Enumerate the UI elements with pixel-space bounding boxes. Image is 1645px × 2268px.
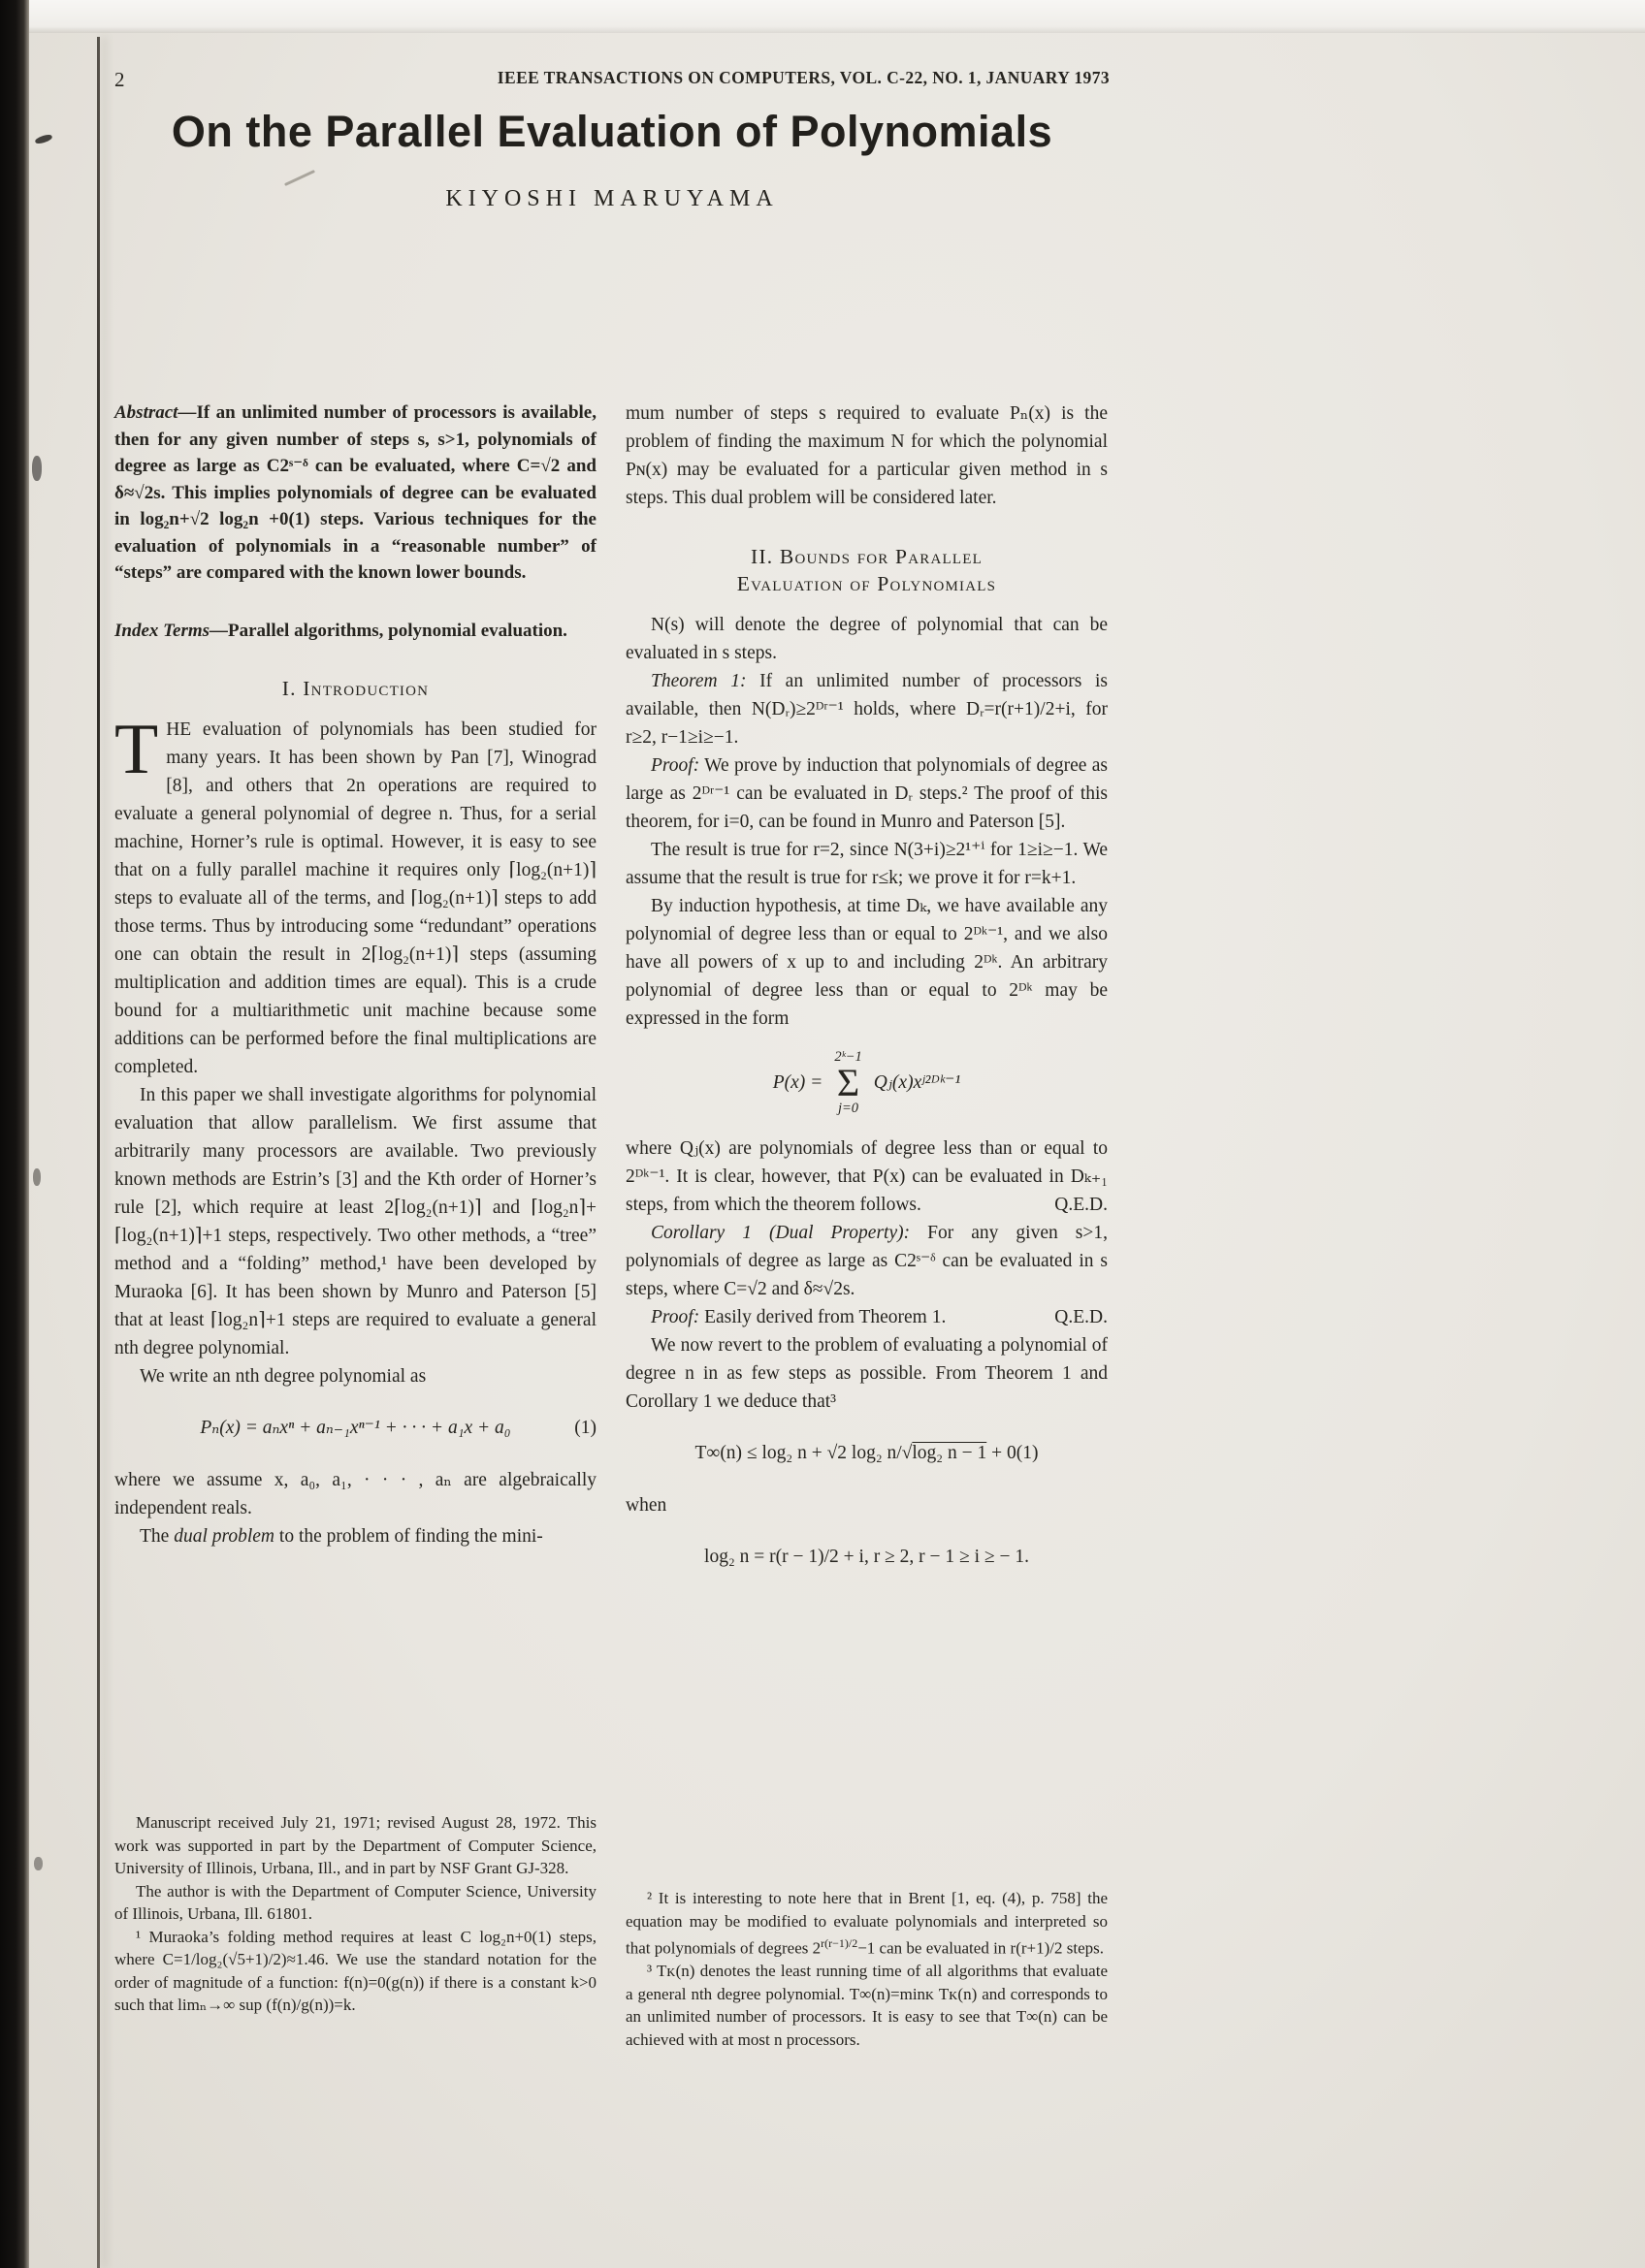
scan-artifact (32, 456, 42, 481)
bounds-paragraph-5: We now revert to the problem of evaluating a polynomial of degree n in as few steps as possible. From Theorem 1 and Corollary 1 we deduce that³ (626, 1335, 1108, 1412)
footnote-manuscript: Manuscript received July 21, 1971; revised August 28, 1972. This work was supported in part by the Department of Computer Science, University of Illinois, Urbana, Ill., and in part by NSF Grant GJ-328. (114, 1813, 597, 1877)
scan-artifact (33, 1168, 41, 1186)
theorem-1-label: Theorem 1: (651, 671, 747, 691)
equation-sum-rhs: Qⱼ(x)xʲ²ᴰᵏ⁻¹ (873, 1072, 961, 1093)
footnote-3: ³ Tᴋ(n) denotes the least running time of all algorithms that evaluate a general nth degree polynomial. T∞(n)=minᴋ Tᴋ(n) and corresponds to an unlimited number of processors. It is easy to see that T∞(n) can be achieved with at most n processors. (626, 1962, 1108, 2049)
index-terms (114, 618, 597, 645)
footnote-2-b: −1 can be evaluated in r(r+1)/2 steps. (857, 1938, 1104, 1958)
proof-1 (626, 751, 1108, 836)
equation-1-number: (1) (574, 1418, 597, 1438)
author-name: KIYOSHI MARUYAMA (445, 186, 779, 211)
intro-paragraph-2: In this paper we shall investigate algorithms for polynomial evaluation that allow parallelism. We first assume that arbitrarily many processors are available. Two previously known methods are Estrin’s [3] and the Kth order of Horner’s rule [2], which require at least 2⌈log₂(n+1)⌉ and ⌈log₂n⌉+⌈log₂(n+1)⌉+1 steps, respectively. Two other methods, a “tree” method and a “folding” method,¹ have been developed by Muraoka [6]. It has been shown by Munro and Paterson [5] that at least ⌈log₂n⌉+1 steps are required to evaluate a general nth degree polynomial. (114, 1085, 597, 1358)
section-heading-bounds-line1: II. Bounds for Parallel (751, 545, 983, 568)
section-heading-introduction: I. Introduction (281, 677, 430, 700)
bounds-paragraph-2: The result is true for r=2, since N(3+i)≥2¹⁺ⁱ for 1≥i≥−1. We assume that the result is true for r≤k; we prove it for r=k+1. (626, 840, 1108, 888)
intro-paragraph-1-text: HE evaluation of polynomials has been studied for many years. It has been shown by Pan [7], Winograd [8], and others that 2n operations are required to evaluate a general polynomial of degree n. Thus, for a serial machine, Horner’s rule is optimal. However, it is easy to see that on a fully parallel machine it requires only ⌈log₂(n+1)⌉ steps to evaluate all of the terms, and ⌈log₂(n+1)⌉ steps to add those terms. Thus by introducing some “redundant” operations one can obtain the result in 2⌈log₂(n+1)⌉ steps (assuming multiplication and addition times are equal). This is a crude bound for a multiarithmetic unit machine because some additions can be performed before the final multiplications are completed. (114, 719, 597, 1077)
equation-sum (626, 1050, 1108, 1115)
intro-paragraph-5 (114, 1522, 597, 1550)
running-head (114, 68, 1110, 92)
corollary-1 (626, 1219, 1108, 1303)
footnote-2 (626, 1887, 1108, 1960)
drop-cap: T (114, 710, 159, 789)
intro-paragraph-4: where we assume x, a₀, a₁, · · · , aₙ are algebraically independent reals. (114, 1470, 597, 1518)
page-binding-line (97, 37, 100, 2268)
qed-2: Q.E.D. (1054, 1307, 1108, 1327)
theorem-1-text: If an unlimited number of processors is available, then N(Dᵣ)≥2ᴰʳ⁻¹ holds, where Dᵣ=r(r+1)/2+i, for r≥2, r−1≥i≥−1. (626, 671, 1108, 748)
page-number: 2 (114, 68, 125, 91)
intro-paragraph-5-b: to the problem of finding the mini- (274, 1526, 543, 1547)
intro-paragraph-1 (114, 710, 597, 1081)
abstract (114, 399, 597, 587)
corollary-1-label: Corollary 1 (Dual Property): (651, 1223, 911, 1243)
abstract-label: Abstract— (114, 402, 197, 423)
proof-2-label: Proof: (651, 1307, 700, 1327)
bounds-paragraph-4 (626, 1134, 1108, 1219)
equation-1 (114, 1414, 597, 1443)
index-terms-text: Parallel algorithms, polynomial evaluation. (228, 620, 567, 641)
when-text: when (626, 1495, 667, 1516)
footnote-1: ¹ Muraoka’s folding method requires at least C log₂n+0(1) steps, where C=1/log₂(√5+1)/2)≈1.46. We use the standard notation for the order of magnitude of a function: f(n)=0(g(n)) if there is a constant k>0 such that limₙ→∞ sup (f(n)/g(n))=k. (114, 1927, 597, 2014)
proof-1-text: We prove by induction that polynomials of degree as large as 2ᴰʳ⁻¹ can be evaluated in Dᵣ steps.² The proof of this theorem, for i=0, can be found in Munro and Paterson [5]. (626, 755, 1108, 832)
footnote-2-a: ² It is interesting to note here that in Brent [1, eq. (4), p. 758] the equation may be modified to evaluate polynomials and interpreted so that polynomials of degrees 2 (626, 1889, 1108, 1958)
equation-t-part-b: + 0(1) (986, 1443, 1039, 1463)
bounds-paragraph-3: By induction hypothesis, at time Dₖ, we have available any polynomial of degree less than or equal to 2ᴰᵏ⁻¹, and we also have all powers of x up to and including 2ᴰᵏ. An arbitrary polynomial of degree less than or equal to 2ᴰᵏ may be expressed in the form (626, 896, 1108, 1029)
paper-title: On the Parallel Evaluation of Polynomials (171, 107, 1053, 156)
proof-2 (626, 1303, 1108, 1331)
scanner-edge (0, 0, 29, 2268)
equation-t-infinity (626, 1439, 1108, 1468)
footnote-author-affiliation: The author is with the Department of Computer Science, University of Illinois, Urbana, Ill. 61801. (114, 1881, 597, 1923)
continuation-paragraph: mum number of steps s required to evaluate Pₙ(x) is the problem of finding the maximum N for which the polynomial Pɴ(x) may be evaluated for a particular given method in s steps. This dual problem will be considered later. (626, 403, 1108, 508)
section-heading-bounds (626, 543, 1108, 597)
theorem-1 (626, 667, 1108, 751)
intro-paragraph-3: We write an nth degree polynomial as (140, 1366, 427, 1387)
qed-1: Q.E.D. (1054, 1195, 1108, 1215)
scan-top-band (29, 0, 1645, 33)
sigma-stack (834, 1050, 861, 1115)
proof-2-text: Easily derived from Theorem 1. (699, 1307, 947, 1327)
right-column (626, 399, 1108, 1595)
abstract-text: If an unlimited number of processors is available, then for any given number of steps s, s>1, polynomials of degree as large as C2ˢ⁻ᵟ can be evaluated, where C=√2 and δ≈√2s. This implies polynomials of degree can be evaluated in log₂n+√2 log₂n +0(1) steps. Various techniques for the evaluation of polynomials in a “reasonable number” of “steps” are compared with the known lower bounds. (114, 402, 597, 583)
right-footnotes (626, 1887, 1108, 2051)
proof-1-label: Proof: (651, 755, 700, 776)
equation-t-part-a: T∞(n) ≤ log₂ n + √2 log₂ n/√ (694, 1443, 913, 1463)
scan-artifact (34, 1857, 43, 1870)
sigma-symbol: Σ (836, 1060, 860, 1104)
equation-sum-lhs: P(x) = (772, 1072, 823, 1093)
equation-log: log₂ n = r(r − 1)/2 + i, r ≥ 2, r − 1 ≥ i ≥ − 1. (704, 1547, 1029, 1567)
intro-paragraph-5-a: The (140, 1526, 175, 1547)
equation-t-overline: log₂ n − 1 (912, 1443, 987, 1463)
section-heading-bounds-line2: Evaluation of Polynomials (736, 572, 997, 595)
journal-header: IEEE TRANSACTIONS ON COMPUTERS, VOL. C-22, NO. 1, JANUARY 1973 (497, 68, 1110, 87)
sigma-upper-limit: 2ᵏ−1 (834, 1049, 862, 1065)
index-terms-label: Index Terms— (114, 620, 229, 641)
left-footnotes (114, 1811, 597, 2017)
corollary-1-text: For any given s>1, polynomials of degree as large as C2ˢ⁻ᵟ can be evaluated in s steps, where C=√2 and δ≈√2s. (626, 1223, 1108, 1299)
footnote-2-superscript: r(r−1)/2 (821, 1936, 858, 1950)
bounds-paragraph-4-text: where Qⱼ(x) are polynomials of degree less than or equal to 2ᴰᵏ⁻¹. It is clear, however, that P(x) can be evaluated in Dₖ₊₁ steps, from which the theorem follows. (626, 1138, 1108, 1215)
equation-1-body: Pₙ(x) = aₙxⁿ + aₙ₋₁xⁿ⁻¹ + · · · + a₁x + a₀ (200, 1418, 511, 1438)
dual-problem-italic: dual problem (174, 1526, 275, 1547)
left-column (114, 399, 597, 1550)
bounds-paragraph-1: N(s) will denote the degree of polynomial that can be evaluated in s steps. (626, 615, 1108, 663)
sigma-lower-limit: j=0 (837, 1100, 859, 1116)
